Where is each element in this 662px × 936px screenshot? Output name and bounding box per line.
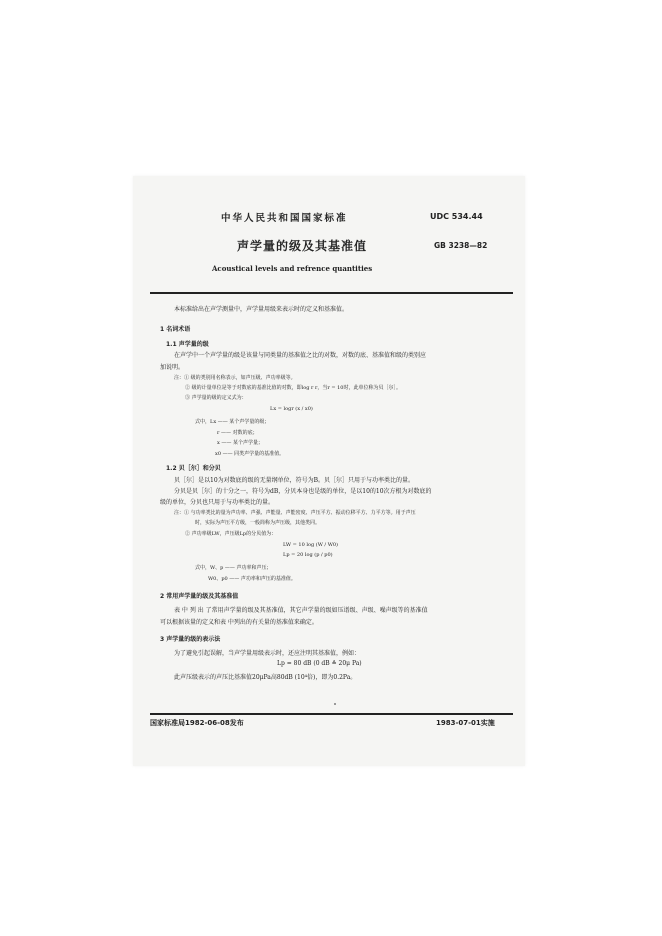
section-1-1-para-line1: 在声学中一个声学量的级是该量与同类量的基准值之比的对数，对数的底、基准值和级的类别应 [174, 352, 427, 359]
note-1-1-c: ③ 声学量的级的定义式为： [185, 395, 247, 401]
where-w0-p0: W0、p0 —— 声功率和声压的基准值。 [208, 576, 296, 582]
where-lx: 式中，Lx —— 某个声学量的级； [195, 419, 270, 425]
standard-organization: 中华人民共和国国家标准 [221, 213, 348, 224]
footer-divider [150, 713, 513, 715]
intro-paragraph: 本标准给出在声学测量中，声学量用级来表示时的定义和基准值。 [174, 306, 349, 313]
section-1-2-para2-line2: 级的单位，分贝也只用于与功率类比的量。 [160, 499, 275, 506]
udc-number: UDC 534.44 [430, 212, 483, 221]
where-r: r —— 对数的底； [217, 430, 258, 436]
document-title-cn: 声学量的级及其基准值 [237, 239, 368, 253]
note-1-2-b: ② 声功率级LW，声压级Lp的分贝值为： [185, 531, 277, 537]
section-1-1-para-line2: 加说明。 [160, 364, 185, 371]
section-1-heading: 1 名词术语 [160, 326, 191, 333]
section-3-example-formula: Lp = 80 dB (0 dB ≙ 20μ Pa) [277, 660, 362, 667]
section-1-2-para2-line1: 分贝是贝［尔］的十分之一，符号为dB，分贝本身也是级的单位，是以10的10次方根为对数底的 [174, 488, 432, 495]
where-x0: x0 —— 同类声学量的基准值。 [215, 451, 285, 457]
effective-date: 1983-07-01实施 [436, 719, 495, 727]
issue-date: 国家标准局1982-06-08发布 [150, 719, 244, 727]
note-1-2-a-line2: 时，实际为声压平方级，一般简称为声压级，其他类同。 [195, 520, 321, 526]
section-3-heading: 3 声学量的级的表示法 [160, 636, 221, 643]
sound-pressure-level-formula: Lp = 20 log (p / p0) [283, 552, 333, 558]
section-2-para-line2: 可以根据该量的定义和表 中列出的有关量的基准值来确定。 [160, 619, 318, 626]
header-divider [150, 292, 513, 294]
section-1-2-para1: 贝［尔］是以10为对数底的级的无量纲单位，符号为B。贝［尔］只用于与功率类比的量。 [174, 477, 415, 484]
sound-power-level-formula: LW = 10 log (W / W0) [283, 542, 338, 548]
section-1-2-heading: 1.2 贝［尔］和分贝 [166, 465, 221, 472]
note-1-2-a-line1: 注：① 与功率类比的量为声功率、声强、声能量、声能密度、声压平方、振动位移平方、力平方等。用于声压 [174, 510, 416, 516]
where-w-p: 式中，W、p —— 声功率和声压； [195, 565, 272, 571]
gb-number: GB 3238—82 [434, 241, 488, 250]
scan-speck [334, 703, 336, 705]
section-2-para-line1: 表 中 列 出 了常用声学量的级及其基准值，其它声学量的级如压谱级、声级、噪声级等的基准值 [174, 607, 428, 614]
where-x: x —— 某个声学量； [217, 440, 263, 446]
section-2-heading: 2 常用声学量的级及其基准值 [160, 593, 239, 600]
section-1-1-heading: 1.1 声学量的级 [166, 341, 209, 348]
note-1-1-b: ② 级的计量单位是等于对数底的基准比值的对数，即log r r，当r = 10时，此单位称为贝［尔］。 [185, 385, 401, 391]
section-3-para2: 此声压级表示的声压比基准值20μPa高80dB (10⁴倍)，即为0.2Pa。 [174, 674, 357, 681]
section-3-para1: 为了避免引起误解，当声学量用级表示时，还应注明其基准值，例如： [174, 650, 361, 657]
level-definition-formula: Lx = logr (x / x0) [270, 406, 313, 412]
document-title-en: Acoustical levels and refrence quantities [212, 264, 373, 273]
note-1-1-a: 注：① 级的类别用名称表示，如声压级、声功率级等。 [174, 375, 296, 381]
